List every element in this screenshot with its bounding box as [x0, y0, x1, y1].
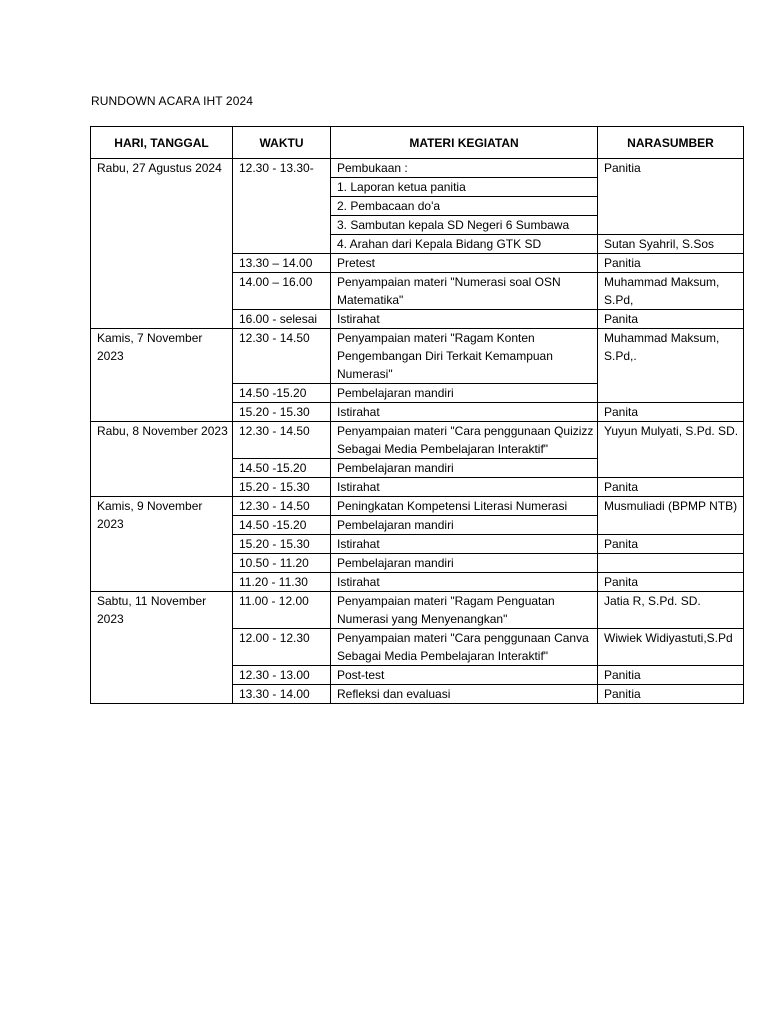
time-cell: 12.00 - 12.30 — [233, 629, 331, 666]
activity-cell: 4. Arahan dari Kepala Bidang GTK SD — [331, 235, 598, 254]
time-cell: 14.50 -15.20 — [233, 516, 331, 535]
activity-cell: Penyampaian materi "Ragam Konten Pengembangan Diri Terkait Kemampuan Numerasi" — [331, 329, 598, 384]
speaker-cell: Panita — [598, 478, 744, 497]
activity-cell: Pretest — [331, 254, 598, 273]
time-cell: 15.20 - 15.30 — [233, 478, 331, 497]
speaker-cell: Panita — [598, 403, 744, 422]
table-row — [91, 497, 744, 516]
time-cell: 16.00 - selesai — [233, 310, 331, 329]
header-time: WAKTU — [233, 127, 331, 159]
speaker-cell: Panitia — [598, 685, 744, 704]
activity-cell: Refleksi dan evaluasi — [331, 685, 598, 704]
time-cell: 15.20 - 15.30 — [233, 535, 331, 554]
time-cell: 12.30 - 14.50 — [233, 497, 331, 516]
time-cell: 14.50 -15.20 — [233, 459, 331, 478]
activity-cell: Pembelajaran mandiri — [331, 516, 598, 535]
time-cell: 12.30 - 13.00 — [233, 666, 331, 685]
speaker-cell: Musmuliadi (BPMP NTB) — [598, 497, 744, 535]
activity-cell: Peningkatan Kompetensi Literasi Numerasi — [331, 497, 598, 516]
speaker-cell: Jatia R, S.Pd. SD. — [598, 592, 744, 629]
table-row — [91, 159, 744, 178]
day-date-cell: Kamis, 7 November 2023 — [91, 329, 233, 422]
time-cell: 15.20 - 15.30 — [233, 403, 331, 422]
day-date-cell: Sabtu, 11 November 2023 — [91, 592, 233, 704]
table-row — [91, 422, 744, 459]
time-cell: 13.30 - 14.00 — [233, 685, 331, 704]
activity-cell: Penyampaian materi "Numerasi soal OSN Matematika" — [331, 273, 598, 310]
time-cell: 14.00 – 16.00 — [233, 273, 331, 310]
activity-cell: Istirahat — [331, 535, 598, 554]
speaker-cell: Muhammad Maksum, S.Pd, — [598, 273, 744, 310]
activity-cell: Istirahat — [331, 573, 598, 592]
time-cell: 13.30 – 14.00 — [233, 254, 331, 273]
header-speaker: NARASUMBER — [598, 127, 744, 159]
speaker-cell: Panitia — [598, 159, 744, 235]
speaker-cell: Wiwiek Widiyastuti,S.Pd — [598, 629, 744, 666]
activity-cell: Istirahat — [331, 403, 598, 422]
header-activity: MATERI KEGIATAN — [331, 127, 598, 159]
activity-cell: Penyampaian materi "Cara penggunaan Quizizz Sebagai Media Pembelajaran Interaktif" — [331, 422, 598, 459]
time-cell: 12.30 - 14.50 — [233, 422, 331, 459]
activity-cell: Pembelajaran mandiri — [331, 384, 598, 403]
activity-cell: Pembukaan : — [331, 159, 598, 178]
speaker-cell: Panitia — [598, 254, 744, 273]
activity-cell: Penyampaian materi "Cara penggunaan Canva Sebagai Media Pembelajaran Interaktif" — [331, 629, 598, 666]
time-cell: 14.50 -15.20 — [233, 384, 331, 403]
activity-cell: 2. Pembacaan do'a — [331, 197, 598, 216]
activity-cell: Pembelajaran mandiri — [331, 459, 598, 478]
activity-cell: Post-test — [331, 666, 598, 685]
activity-cell: Istirahat — [331, 478, 598, 497]
table-row — [91, 329, 744, 384]
time-cell: 12.30 - 13.30- — [233, 159, 331, 254]
table-row — [91, 592, 744, 629]
activity-cell: Istirahat — [331, 310, 598, 329]
document-title: RUNDOWN ACARA IHT 2024 — [91, 94, 254, 108]
activity-cell: 1. Laporan ketua panitia — [331, 178, 598, 197]
day-date-cell: Rabu, 27 Agustus 2024 — [91, 159, 233, 329]
header-day-date: HARI, TANGGAL — [91, 127, 233, 159]
speaker-cell: Yuyun Mulyati, S.Pd. SD. — [598, 422, 744, 478]
activity-cell: 3. Sambutan kepala SD Negeri 6 Sumbawa — [331, 216, 598, 235]
speaker-cell: Panita — [598, 535, 744, 554]
day-date-cell: Rabu, 8 November 2023 — [91, 422, 233, 497]
time-cell: 12.30 - 14.50 — [233, 329, 331, 384]
speaker-cell: Sutan Syahril, S.Sos — [598, 235, 744, 254]
speaker-cell — [598, 554, 744, 573]
time-cell: 11.00 - 12.00 — [233, 592, 331, 629]
speaker-cell: Panita — [598, 310, 744, 329]
speaker-cell: Panita — [598, 573, 744, 592]
header-row — [91, 127, 744, 159]
time-cell: 10.50 - 11.20 — [233, 554, 331, 573]
activity-cell: Penyampaian materi "Ragam Penguatan Numerasi yang Menyenangkan" — [331, 592, 598, 629]
speaker-cell: Muhammad Maksum, S.Pd,. — [598, 329, 744, 403]
activity-cell: Pembelajaran mandiri — [331, 554, 598, 573]
time-cell: 11.20 - 11.30 — [233, 573, 331, 592]
rundown-table — [90, 126, 744, 704]
day-date-cell: Kamis, 9 November 2023 — [91, 497, 233, 592]
speaker-cell: Panitia — [598, 666, 744, 685]
